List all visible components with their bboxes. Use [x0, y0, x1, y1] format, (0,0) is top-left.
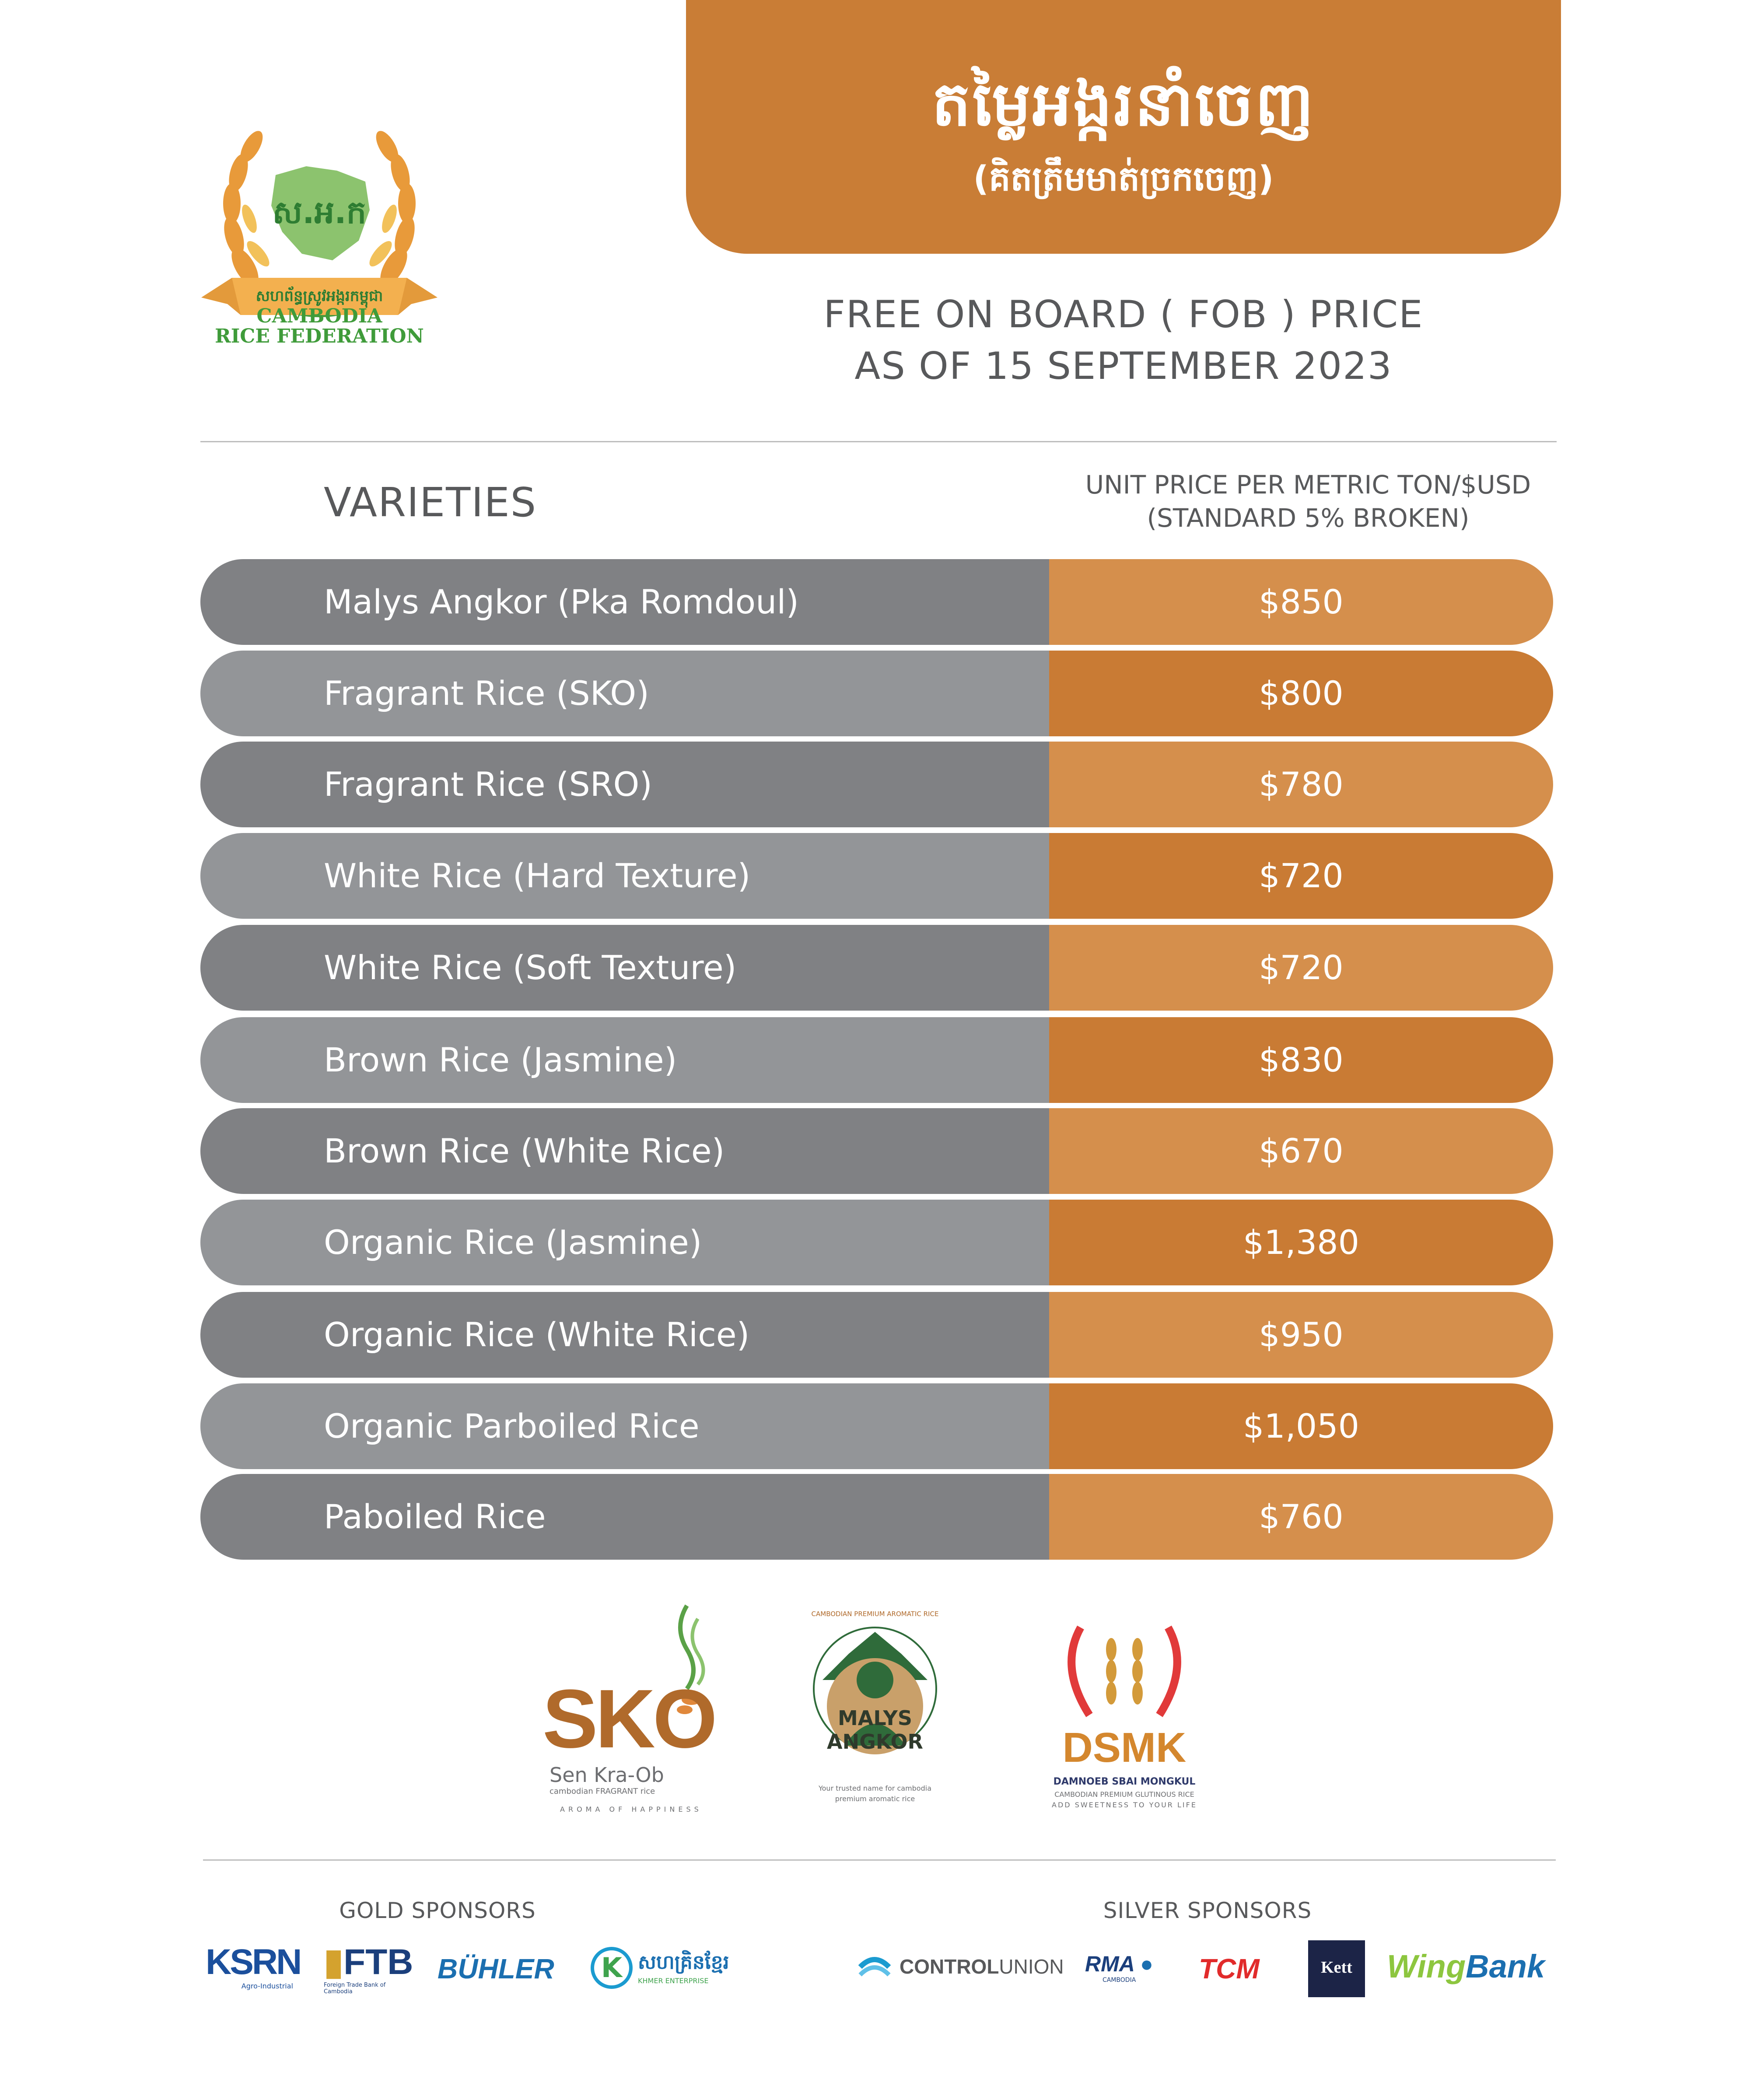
variety-name: Organic Parboiled Rice — [324, 1407, 700, 1446]
malys-tag2: premium aromatic rice — [835, 1795, 915, 1803]
column-header-price-line2: (STANDARD 5% BROKEN) — [1147, 503, 1470, 533]
divider-top — [200, 441, 1557, 442]
sko-brand-logo — [542, 1601, 718, 1811]
table-row — [200, 1017, 1553, 1103]
federation-name-line2: RICE FEDERATION — [215, 325, 424, 347]
globe-icon: ● — [1140, 1952, 1154, 1976]
sponsor-kett-logo — [1308, 1940, 1365, 1997]
dsmk-brand-logo — [1032, 1619, 1216, 1820]
variety-price: $760 — [1259, 1497, 1344, 1536]
variety-price: $830 — [1259, 1040, 1344, 1079]
table-row — [200, 1292, 1553, 1378]
khmer-enterprise-k-icon: K — [591, 1947, 633, 1989]
khmer-title: តម្លៃអង្ករនាំចេញ — [931, 69, 1316, 140]
sponsor-ksrn-logo — [206, 1942, 302, 1995]
variety-price: $850 — [1259, 582, 1344, 621]
sponsor-buhler-logo — [438, 1949, 569, 1988]
sponsor-khmer-enterprise-logo — [591, 1942, 731, 1995]
sponsor-controlunion-name: CONTROLUNION — [900, 1955, 1064, 1978]
sponsor-wingbank-logo — [1387, 1942, 1553, 1991]
column-header-price — [1050, 468, 1566, 535]
table-row — [200, 559, 1553, 645]
variety-name: White Rice (Soft Texture) — [324, 948, 737, 987]
dsmk-mark: DSMK — [1062, 1724, 1186, 1771]
header-banner — [686, 0, 1561, 254]
table-row — [200, 651, 1553, 736]
dsmk-wheat-icon — [1032, 1619, 1216, 1732]
sponsor-tcm-name: TCM — [1199, 1953, 1260, 1984]
variety-price: $1,380 — [1243, 1223, 1359, 1262]
sko-slogan: AROMA OF HAPPINESS — [560, 1805, 702, 1813]
sko-tag: cambodian FRAGRANT rice — [550, 1787, 655, 1796]
federation-name — [192, 306, 446, 346]
logo-ribbon-text: សហព័ន្ធស្រូវអង្ករកម្ពុជា — [256, 287, 383, 305]
variety-name: Fragrant Rice (SKO) — [324, 674, 649, 713]
sponsor-tcm-logo — [1199, 1951, 1286, 1986]
variety-price: $720 — [1259, 856, 1344, 895]
variety-name: Fragrant Rice (SRO) — [324, 765, 652, 804]
variety-name: Malys Angkor (Pka Romdoul) — [324, 582, 799, 621]
sponsor-ftb-logo — [324, 1942, 416, 1995]
malys-tag1: Your trusted name for cambodia — [818, 1784, 931, 1792]
malys-angkor-brand-logo — [796, 1606, 954, 1816]
table-row — [200, 925, 1553, 1011]
column-header-varieties: VARIETIES — [324, 479, 537, 526]
sponsor-rma-name: RMA ● — [1085, 1952, 1154, 1976]
silver-sponsors-heading: SILVER SPONSORS — [1103, 1898, 1312, 1923]
table-row — [200, 742, 1553, 827]
table-row — [200, 833, 1553, 919]
fob-heading-line2: AS OF 15 SEPTEMBER 2023 — [854, 344, 1393, 388]
sko-mark: SKO — [542, 1673, 715, 1765]
variety-name: Brown Rice (Jasmine) — [324, 1040, 677, 1079]
controlunion-wave-icon — [858, 1954, 892, 1980]
sponsor-controlunion-logo — [858, 1951, 1068, 1986]
variety-price: $720 — [1259, 948, 1344, 987]
sponsor-khmer-enterprise-name: សហគ្រិនខ្មែរ — [638, 1951, 729, 1974]
federation-name-line1: CAMBODIA — [256, 305, 382, 327]
sponsor-wingbank-name: WingBank — [1387, 1948, 1545, 1984]
variety-price: $800 — [1259, 674, 1344, 713]
variety-price: $950 — [1259, 1315, 1344, 1354]
malys-arc-text: CAMBODIAN PREMIUM AROMATIC RICE — [811, 1610, 939, 1618]
variety-name: Paboiled Rice — [324, 1497, 546, 1536]
table-row — [200, 1383, 1553, 1469]
variety-name: White Rice (Hard Texture) — [324, 856, 751, 895]
dsmk-tag1: CAMBODIAN PREMIUM GLUTINOUS RICE — [1054, 1790, 1194, 1799]
sponsor-ksrn-name: KSRN — [206, 1942, 301, 1982]
khmer-subtitle: (គិតត្រឹមមាត់ច្រកចេញ) — [973, 159, 1274, 199]
table-row — [200, 1474, 1553, 1560]
sko-name: Sen Kra-Ob — [550, 1763, 664, 1787]
table-row — [200, 1108, 1553, 1194]
sponsor-ftb-name: ▮FTB — [324, 1942, 413, 1982]
gold-sponsors-heading: GOLD SPONSORS — [339, 1898, 536, 1923]
sponsor-buhler-name: BÜHLER — [438, 1953, 554, 1984]
sponsor-ftb-sub: Foreign Trade Bank of Cambodia — [324, 1982, 386, 1995]
column-header-price-line1: UNIT PRICE PER METRIC TON/$USD — [1085, 470, 1531, 500]
fob-heading-line1: FREE ON BOARD ( FOB ) PRICE — [823, 293, 1424, 336]
sponsor-rma-logo — [1085, 1951, 1190, 1991]
ftb-stripes-icon: ▮ — [324, 1942, 344, 1982]
malys-name: MALYS ANGKOR — [827, 1706, 923, 1754]
variety-price: $670 — [1259, 1131, 1344, 1170]
sponsor-rma-sub: CAMBODIA — [1102, 1977, 1136, 1984]
divider-bottom — [203, 1859, 1556, 1861]
table-row — [200, 1200, 1553, 1285]
dsmk-tag2: ADD SWEETNESS TO YOUR LIFE — [1052, 1801, 1197, 1809]
variety-price: $1,050 — [1243, 1407, 1359, 1446]
variety-price: $780 — [1259, 765, 1344, 804]
sponsor-khmer-enterprise-sub: KHMER ENTERPRISE — [638, 1977, 709, 1985]
variety-name: Organic Rice (White Rice) — [324, 1315, 750, 1354]
variety-name: Organic Rice (Jasmine) — [324, 1223, 702, 1262]
logo-badge-text: ស.អ.ក — [272, 194, 367, 231]
fob-heading — [686, 289, 1561, 392]
sponsor-ksrn-sub: Agro-Industrial — [241, 1982, 293, 1990]
dsmk-name: DAMNOEB SBAI MONGKUL — [1053, 1776, 1196, 1787]
variety-name: Brown Rice (White Rice) — [324, 1131, 725, 1170]
sponsor-kett-name: Kett — [1321, 1958, 1352, 1977]
